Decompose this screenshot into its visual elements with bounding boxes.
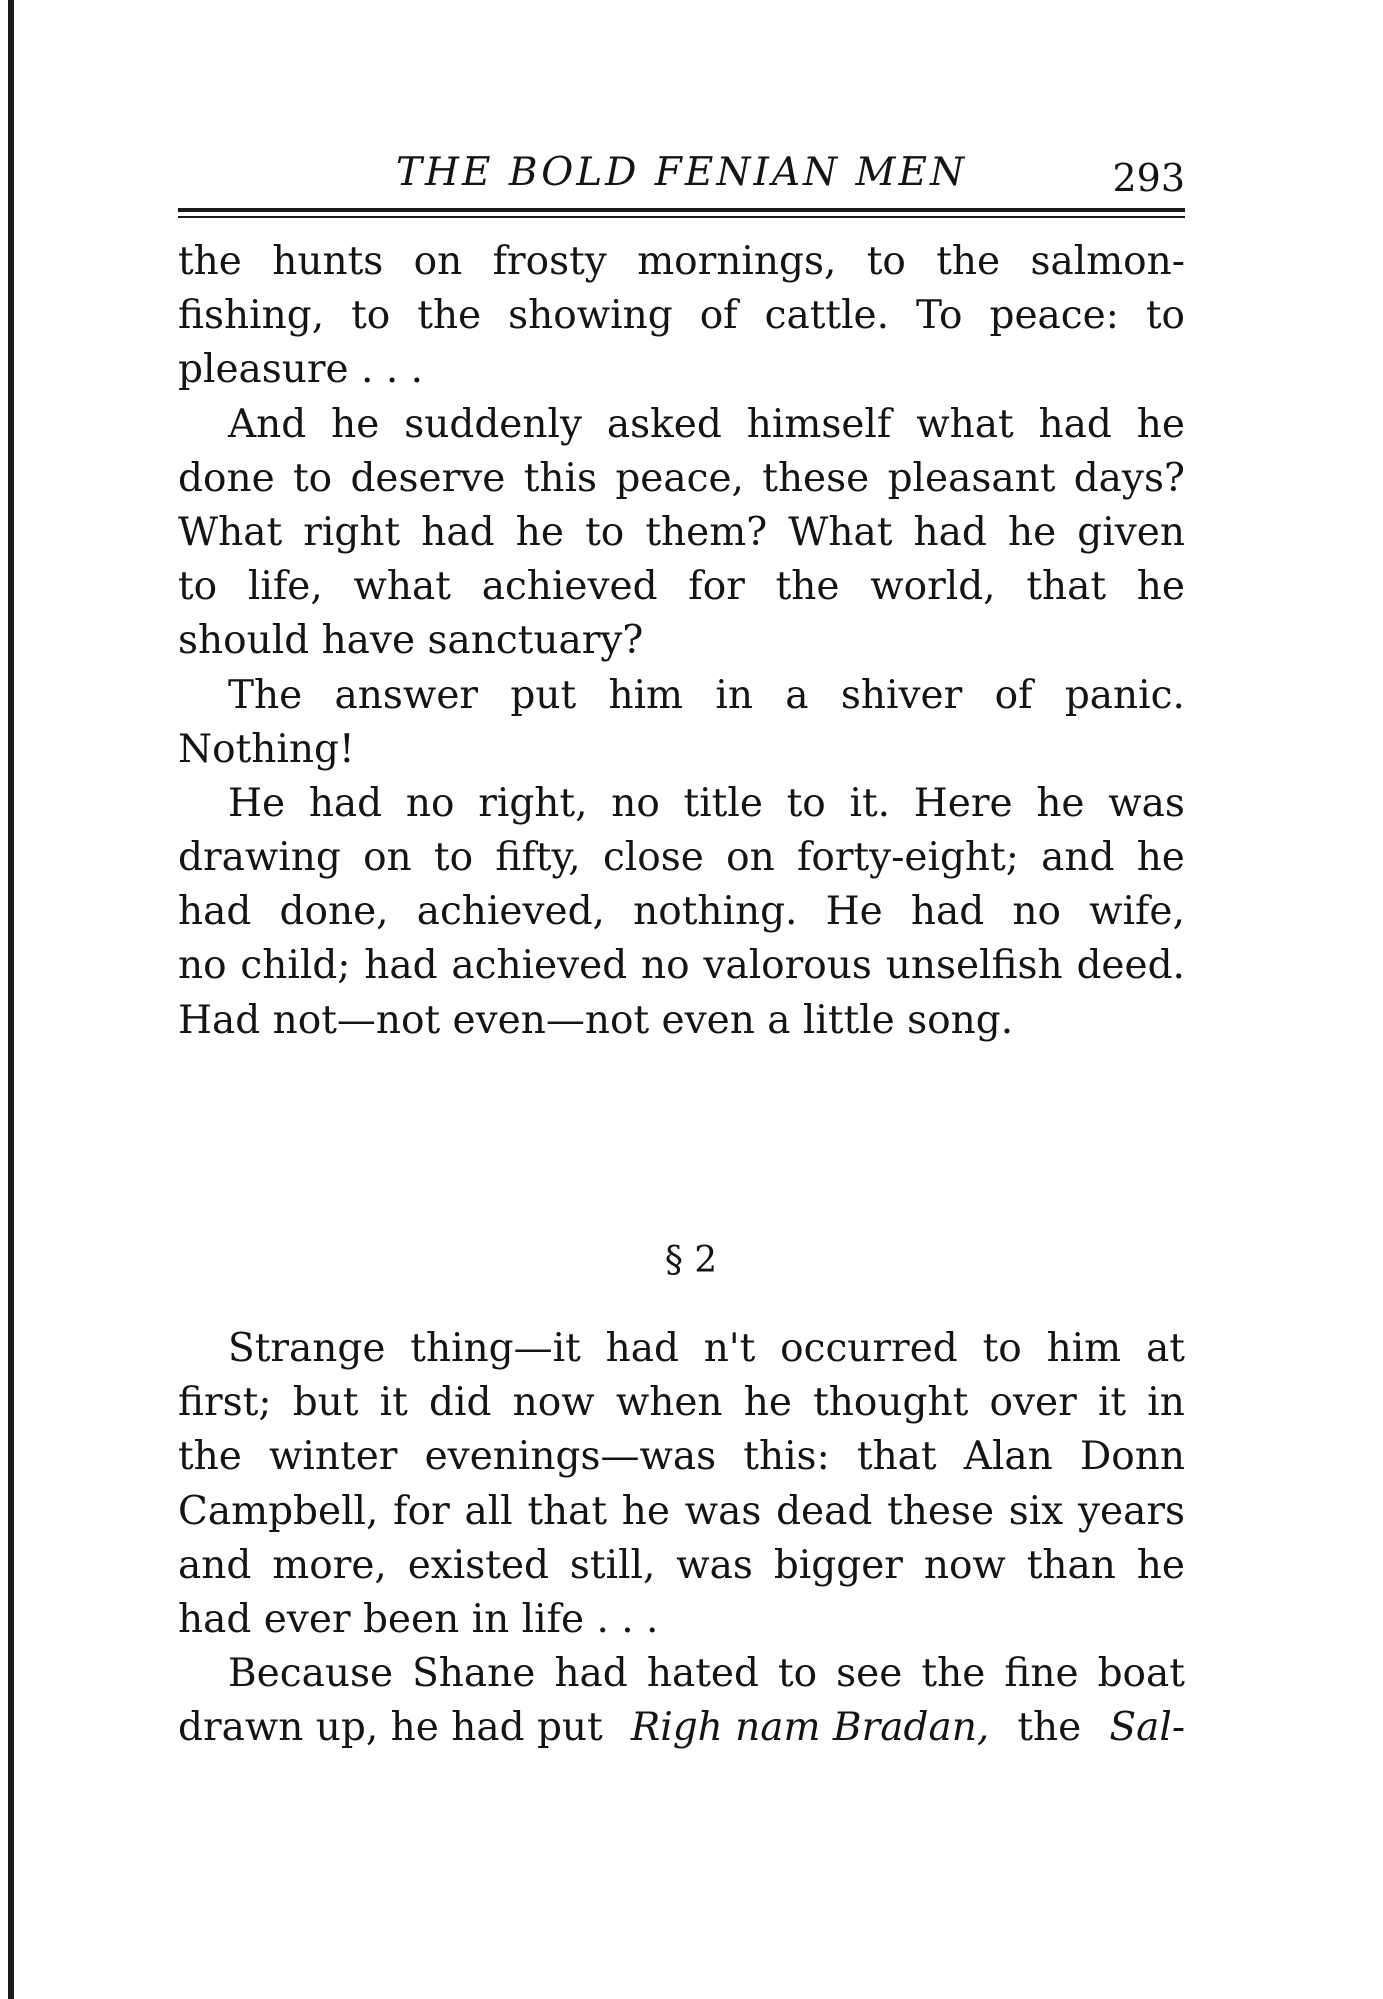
text-line: fishing, to the showing of cattle. To peace: to (178, 293, 1185, 339)
page-number: 293 (1112, 156, 1185, 200)
text-line: done to deserve this peace, these pleasant days? (178, 455, 1185, 501)
running-head: THE BOLD FENIAN MEN (396, 150, 968, 195)
page-header (178, 150, 1185, 202)
text-line: Campbell, for all that he was dead these six years (178, 1488, 1185, 1534)
last-line-mid: the (1017, 1705, 1082, 1751)
text-line: and more, existed still, was bigger now than he (178, 1542, 1185, 1588)
text-line: pleasure . . . (178, 347, 424, 393)
text-line: Nothing! (178, 726, 355, 772)
text-line: He had no right, no title to it. Here he was (228, 780, 1185, 826)
text-line: What right had he to them? What had he given (178, 509, 1185, 555)
text-line: no child; had achieved no valorous unselfish deed. (178, 943, 1185, 989)
header-rule-thin (178, 216, 1185, 218)
page-edge-rule (8, 0, 14, 1999)
text-line: Had not—not even—not even a little song. (178, 997, 1014, 1043)
text-line: The answer put him in a shiver of panic. (228, 672, 1185, 718)
body-text-bottom (178, 1322, 1185, 1756)
text-line: had ever been in life . . . (178, 1596, 659, 1642)
continued-word-italic: Sal- (1109, 1705, 1185, 1751)
text-line: should have sanctuary? (178, 618, 644, 664)
text-line: had done, achieved, nothing. He had no wife, (178, 889, 1185, 935)
text-line: Strange thing—it had n't occurred to him at (228, 1326, 1185, 1371)
section-mark: § 2 (664, 1240, 718, 1281)
last-line-start: drawn up, he had put (178, 1705, 603, 1751)
text-line: to life, what achieved for the world, that he (178, 564, 1185, 610)
text-line: the winter evenings—was this: that Alan Donn (178, 1434, 1185, 1480)
text-line: the hunts on frosty mornings, to the salmon- (178, 239, 1185, 284)
text-line: Because Shane had hated to see the fine boat (228, 1651, 1185, 1697)
text-line: first; but it did now when he thought over it in (178, 1380, 1185, 1426)
text-line: drawing on to fifty, close on forty-eight; and he (178, 835, 1185, 881)
text-line: And he suddenly asked himself what had he (228, 401, 1185, 447)
text-line-last (178, 1701, 1185, 1755)
header-rule-thick (178, 208, 1185, 212)
body-text-top (178, 235, 1185, 1048)
boat-name-italic: Righ nam Bradan, (630, 1705, 990, 1751)
